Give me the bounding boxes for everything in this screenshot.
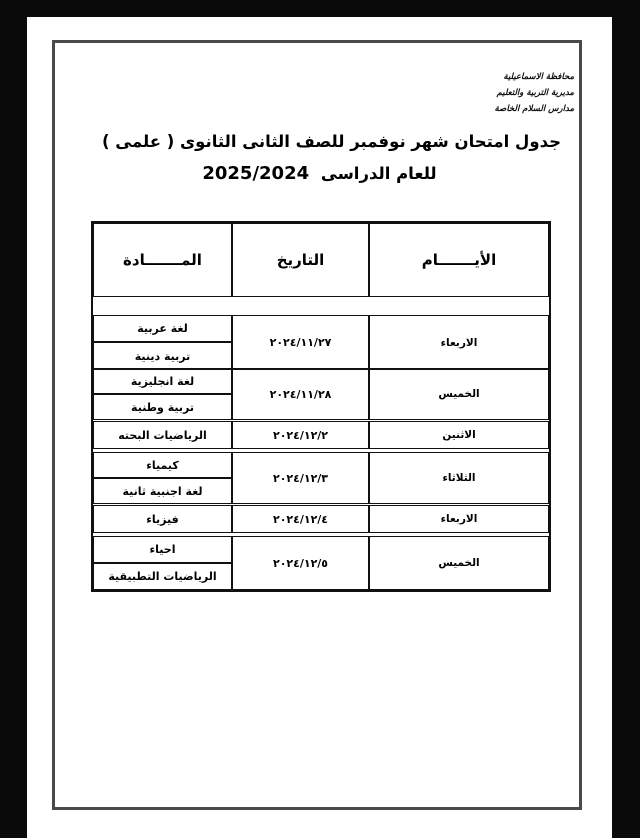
header-days: الأيـــــــام xyxy=(369,223,549,297)
table-row-date: ٢٠٢٤/١٢/٣ xyxy=(232,452,369,504)
header-subject: المـــــــادة xyxy=(93,223,232,297)
academic-year: 2025/2024 xyxy=(202,163,310,184)
paper-sheet xyxy=(27,17,612,838)
table-row-date: ٢٠٢٤/١١/٢٧ xyxy=(232,315,369,370)
school-header xyxy=(454,69,574,117)
table-row-day: الثلاثاء xyxy=(369,452,549,504)
table-row-date: ٢٠٢٤/١٢/٥ xyxy=(232,536,369,590)
table-row-subject: تربية وطنية xyxy=(93,394,232,420)
table-row-day: الاربعاء xyxy=(369,315,549,370)
header-schools: مدارس السلام الخاصة xyxy=(494,104,574,114)
table-row-subject: احياء xyxy=(93,536,232,563)
table-row-subject: تربية دينية xyxy=(93,342,232,370)
header-directorate: مديرية التربية والتعليم xyxy=(496,88,574,98)
table-row-subject: الرياضيات البحته xyxy=(93,421,232,449)
header-governorate: محافظة الاسماعيلية xyxy=(503,72,574,82)
table-row-day: الاثنين xyxy=(369,421,549,449)
table-row-date: ٢٠٢٤/١٢/٢ xyxy=(232,421,369,449)
subtitle-text: للعام الدراسى xyxy=(320,164,437,183)
header-date: التاريخ xyxy=(232,223,369,297)
table-row-subject: فيزياء xyxy=(93,505,232,533)
table-row-subject: لغة انجليزية xyxy=(93,368,232,394)
table-row-day: الخميس xyxy=(369,368,549,420)
table-row-date: ٢٠٢٤/١٢/٤ xyxy=(232,505,369,533)
table-row-subject: لغة عربية xyxy=(93,315,232,342)
table-row-day: الاربعاء xyxy=(369,505,549,533)
page-title: جدول امتحان شهر نوفمبر للصف الثانى الثانوى ( علمى ) xyxy=(101,132,562,151)
table-row-date: ٢٠٢٤/١١/٢٨ xyxy=(232,368,369,420)
exam-schedule-table xyxy=(91,221,551,592)
table-row-subject: الرياضيات التطبيقية xyxy=(93,563,232,590)
page-subtitle xyxy=(27,163,612,184)
table-row-day: الخميس xyxy=(369,536,549,590)
table-row-subject: كيمياء xyxy=(93,452,232,478)
table-row-subject: لغة اجنبية ثانية xyxy=(93,478,232,504)
